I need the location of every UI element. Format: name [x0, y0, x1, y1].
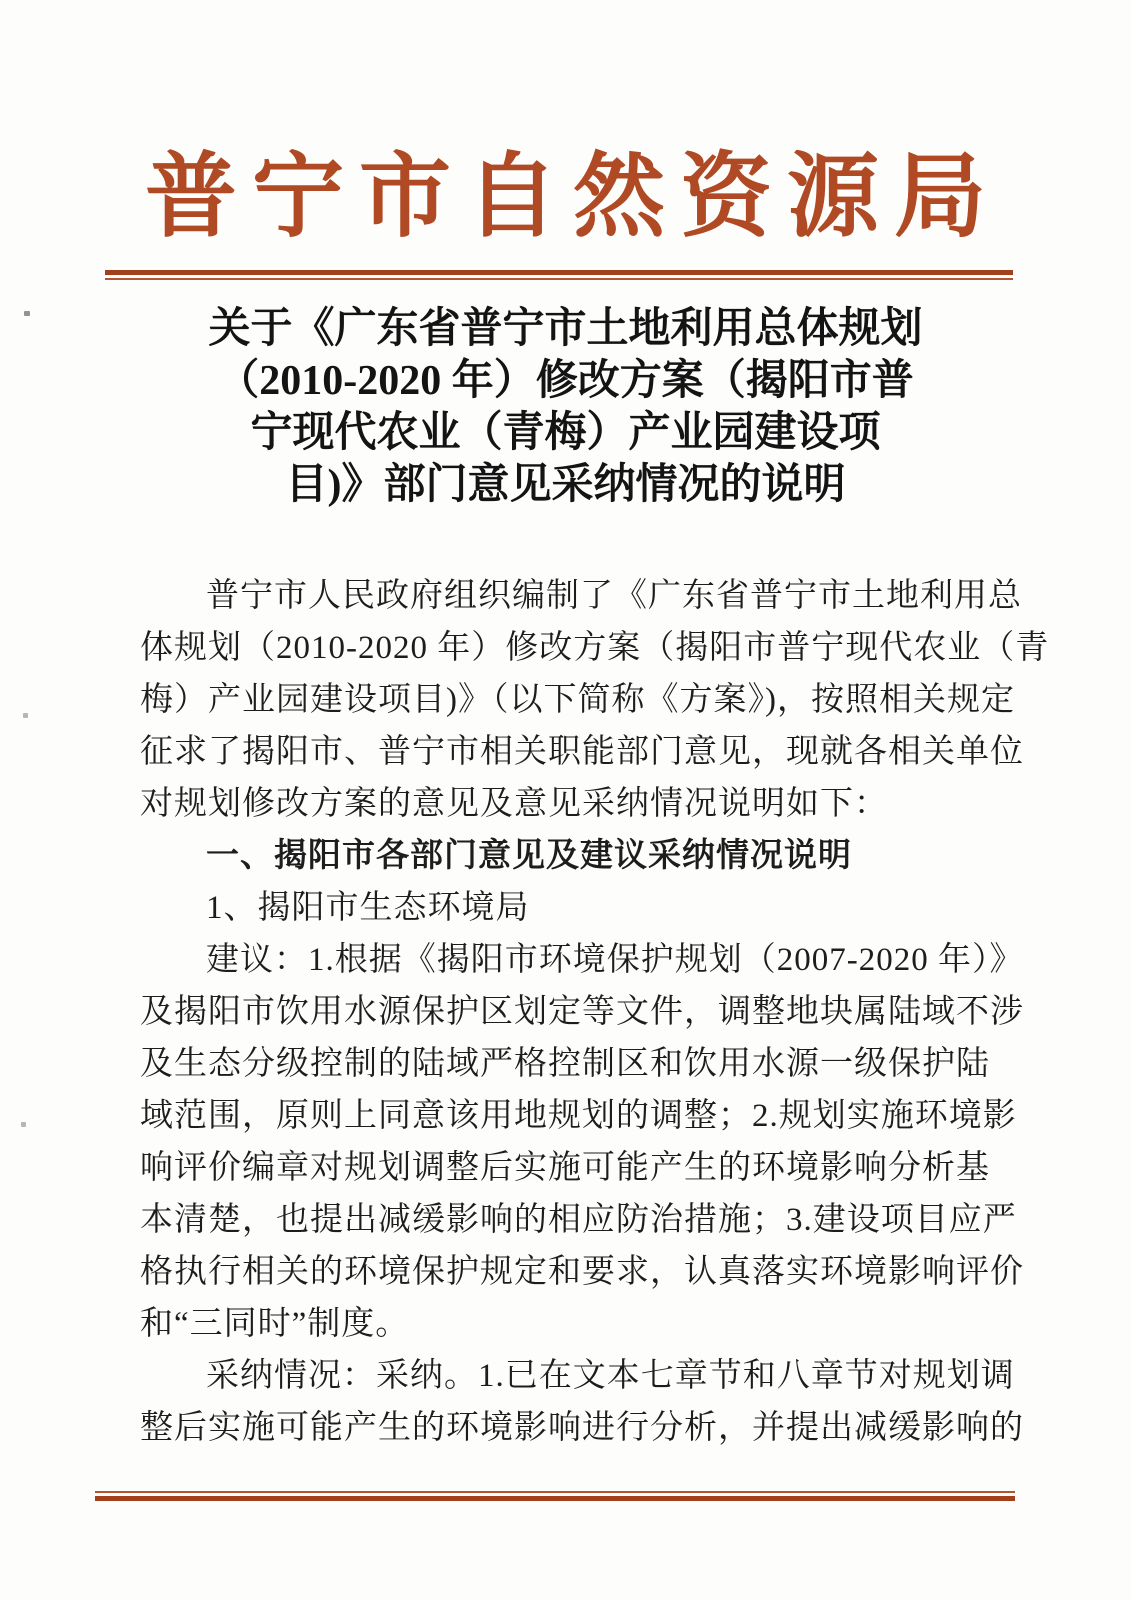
body-line: 对规划修改方案的意见及意见采纳情况说明如下：	[140, 786, 888, 822]
body-line: 建议：1.根据《揭阳市环境保护规划（2007-2020 年）》	[206, 942, 1024, 978]
body-line: 体规划（2010-2020 年）修改方案（揭阳市普宁现代农业（青	[140, 630, 1050, 666]
body-line: 一、揭阳市各部门意见及建议采纳情况说明	[206, 838, 852, 874]
rule-thin-bar	[95, 1491, 1015, 1493]
letterhead-double-rule	[105, 270, 1013, 280]
rule-thin-bar	[105, 278, 1013, 280]
body-line: 域范围，原则上同意该用地规划的调整；2.规划实施环境影	[140, 1098, 1017, 1134]
body-line: 及揭阳市饮用水源保护区划定等文件，调整地块属陆域不涉	[140, 994, 1024, 1030]
body-line: 整后实施可能产生的环境影响进行分析，并提出减缓影响的	[140, 1410, 1024, 1446]
scan-speck	[21, 1122, 26, 1127]
body-line: 及生态分级控制的陆域严格控制区和饮用水源一级保护陆	[140, 1046, 990, 1082]
scan-speck	[24, 311, 30, 316]
body-line: 和“三同时”制度。	[140, 1306, 410, 1342]
body-line: 格执行相关的环境保护规定和要求，认真落实环境影响评价	[140, 1254, 1024, 1290]
letterhead-agency-name: 普宁市自然资源局	[144, 146, 1001, 248]
document-title	[115, 303, 1016, 511]
body-line: 普宁市人民政府组织编制了《广东省普宁市土地利用总	[206, 578, 1022, 614]
document-title-line: （2010-2020 年）修改方案（揭阳市普	[217, 358, 914, 404]
footer-double-rule	[95, 1491, 1015, 1501]
body-text	[140, 570, 1050, 1454]
rule-thick-bar	[105, 270, 1013, 275]
body-line: 征求了揭阳市、普宁市相关职能部门意见，现就各相关单位	[140, 734, 1024, 770]
body-line: 采纳情况：采纳。1.已在文本七章节和八章节对规划调	[206, 1358, 1015, 1394]
rule-thick-bar	[95, 1496, 1015, 1501]
document-title-line: 目)》部门意见采纳情况的说明	[285, 462, 846, 508]
body-line: 梅）产业园建设项目)》（以下简称《方案》)，按照相关规定	[140, 682, 1015, 718]
document-title-line: 宁现代农业（青梅）产业园建设项	[250, 410, 881, 456]
scan-speck	[23, 713, 28, 718]
body-line: 响评价编章对规划调整后实施可能产生的环境影响分析基	[140, 1150, 990, 1186]
body-line: 1、揭阳市生态环境局	[206, 890, 530, 926]
document-title-line: 关于《广东省普宁市土地利用总体规划	[208, 306, 923, 352]
body-line: 本清楚，也提出减缓影响的相应防治措施；3.建设项目应严	[140, 1202, 1017, 1238]
